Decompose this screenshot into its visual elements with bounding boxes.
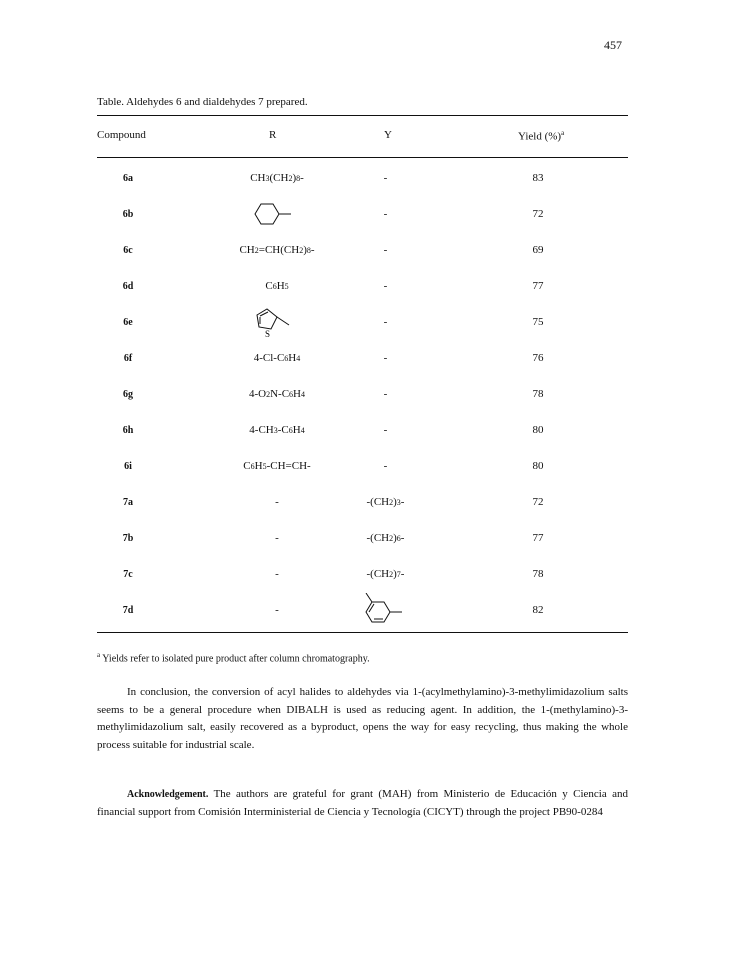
cell-r: 4-CH 3 -C 6 H 4 [249, 424, 305, 436]
cell-r: - [275, 604, 279, 616]
cell-yield: 78 [532, 388, 544, 400]
cell-y: - [383, 172, 388, 184]
thienyl-sulfur-label: S [265, 329, 271, 339]
table-row [97, 484, 628, 520]
table-row [97, 448, 628, 484]
cell-r: - [275, 568, 279, 580]
cell-yield: 80 [532, 424, 544, 436]
cell-compound: 6g [123, 388, 133, 400]
cell-yield: 72 [532, 496, 544, 508]
cell-r: - [275, 496, 279, 508]
cell-r: C 6 H 5 [265, 280, 289, 292]
footnote-mark: a [97, 651, 101, 659]
cell-yield: 80 [532, 460, 544, 472]
table-row [97, 268, 628, 304]
table-header-rule [97, 157, 628, 158]
cell-y: - [383, 424, 388, 436]
cell-compound: 6c [123, 244, 133, 256]
cell-compound: 6f [123, 352, 133, 364]
table-row [97, 592, 628, 628]
cell-y: - [383, 316, 388, 328]
m-phenylene-structure [356, 593, 416, 627]
cell-y: -(CH 2 ) 7 - [366, 568, 405, 580]
cell-yield: 75 [532, 316, 544, 328]
table-row [97, 412, 628, 448]
cell-yield: 83 [532, 172, 544, 184]
cell-y [347, 592, 424, 628]
cell-compound: 6e [123, 316, 133, 328]
table-row [97, 520, 628, 556]
table-row [97, 304, 628, 340]
cell-r [182, 196, 372, 232]
table-row [97, 196, 628, 232]
cell-y: - [383, 460, 388, 472]
acknowledgement-text: The authors are grateful for grant (MAH) from Ministerio de Educación y Ciencia and financial support from Comisión Interministerial de Ciencia y Tecnología (CICYT) through the project PB90-0284 [97, 788, 628, 818]
cell-compound: 6b [122, 208, 134, 220]
table-row [97, 232, 628, 268]
cell-r: - [275, 532, 279, 544]
cell-yield: 76 [532, 352, 544, 364]
cell-yield: 77 [532, 532, 544, 544]
table-row [97, 556, 628, 592]
cell-yield: 78 [532, 568, 544, 580]
cell-yield: 72 [532, 208, 544, 220]
acknowledgement-title: Acknowledgement. [127, 789, 209, 800]
header-yield-footnote-mark: a [561, 129, 565, 137]
conclusion-paragraph: In conclusion, the conversion of acyl halides to aldehydes via 1-(acylmethylamino)-3-methylimidazolium salts seems to be a general procedure when DIBALH is used as reducing agent. In addition, the 1-(methylamino)-3-methylimidazolium salt, easily recovered as a byproduct, opens the way for easy recycling, thus making the whole process suitable for industrial scale. [97, 686, 628, 751]
cell-r: 4-O 2 N-C 6 H 4 [248, 388, 305, 400]
cyclohexyl-structure [247, 197, 307, 231]
cell-y: - [383, 208, 388, 220]
cell-r: C 6 H 5 -CH=CH- [243, 460, 311, 472]
cell-r: CH 2 =CH(CH 2 ) 8 - [239, 244, 315, 256]
cell-yield: 69 [532, 244, 544, 256]
cell-compound: 6h [122, 424, 134, 436]
header-y: Y [384, 129, 392, 141]
table-footnote [97, 651, 370, 664]
cell-y: - [383, 244, 388, 256]
cell-y: - [383, 352, 388, 364]
header-yield [518, 129, 564, 143]
cell-yield: 77 [532, 280, 544, 292]
footnote-text: Yields refer to isolated pure product after column chromatography. [102, 653, 370, 665]
table-row [97, 160, 628, 196]
table-header [97, 129, 628, 145]
cell-r: CH 3 (CH 2 ) 8 - [250, 172, 304, 184]
cell-compound: 6i [124, 460, 132, 472]
page-number: 457 [604, 38, 622, 52]
cell-compound: 7d [122, 604, 134, 616]
header-yield-label: Yield (%) [518, 130, 562, 143]
header-compound: Compound [97, 129, 146, 141]
table-top-rule [97, 115, 628, 116]
cell-compound: 7b [122, 532, 134, 544]
cell-y: - [383, 388, 388, 400]
cell-compound: 6d [122, 280, 134, 292]
header-r: R [269, 129, 277, 141]
table-caption: Table. Aldehydes 6 and dialdehydes 7 prepared. [97, 96, 308, 108]
cell-y: - [383, 280, 388, 292]
cell-r: 4-Cl-C 6 H 4 [253, 352, 301, 364]
cell-compound: 6a [123, 172, 133, 184]
table-row [97, 376, 628, 412]
table-row [97, 340, 628, 376]
thienyl-structure [247, 305, 307, 339]
cell-y: -(CH 2 ) 6 - [366, 532, 405, 544]
cell-r [182, 304, 372, 340]
table-bottom-rule [97, 632, 628, 633]
cell-y: -(CH 2 ) 3 - [366, 496, 405, 508]
cell-compound: 7a [123, 496, 133, 508]
acknowledgement-paragraph [97, 786, 628, 821]
cell-compound: 7c [123, 568, 133, 580]
cell-yield: 82 [532, 604, 544, 616]
